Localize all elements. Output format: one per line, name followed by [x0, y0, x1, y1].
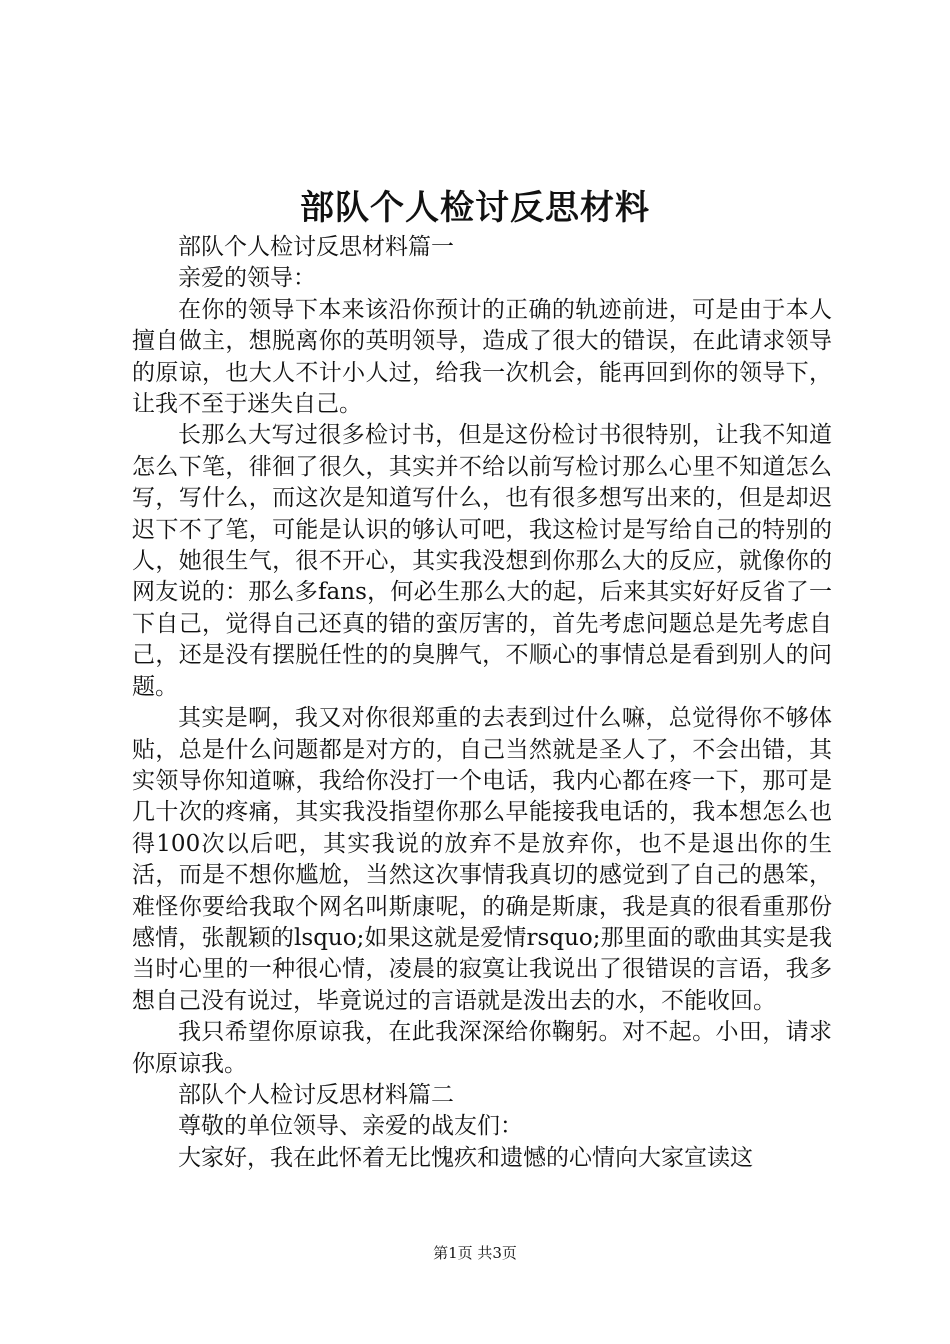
salutation: 尊敬的单位领导、亲爱的战友们：	[178, 1113, 523, 1140]
page-footer: 第1页 共3页	[433, 1244, 517, 1262]
section-heading-1: 部队个人检讨反思材料篇一	[178, 234, 454, 260]
paragraph: 长那么大写过很多检讨书，但是这份检讨书很特别，让我不知道怎么下笔，徘徊了很久，其实并不给以前写检讨那么心里不知道怎么写，写什么，而这次是知道写什么，也有很多想写出来的，但是却迟迟下不了笔，可能是认识的够认可吧，我这检讨是写给自己的特别的人，她很生气，很不开心，其实我没想到你那么大的反应，就像你的网友说的：那么多fans，何必生那么大的起，后来其实好好反省了一下自己，觉得自己还真的错的蛮厉害的，首先考虑问题总是先考虑自己，还是没有摆脱任性的的臭脾气，不顺心的事情总是看到别人的问题。	[132, 422, 832, 700]
paragraph: 我只希望你原谅我，在此我深深给你鞠躬。对不起。小田，请求你原谅我。	[132, 1019, 832, 1077]
document-title: 部队个人检讨反思材料	[300, 188, 650, 228]
salutation: 亲爱的领导：	[178, 265, 316, 292]
paragraph: 在你的领导下本来该沿你预计的正确的轨迹前进，可是由于本人擅自做主，想脱离你的英明领导，造成了很大的错误，在此请求领导的原谅，也大人不计小人过，给我一次机会，能再回到你的领导下，让我不至于迷失自己。	[132, 296, 832, 418]
paragraph: 大家好，我在此怀着无比愧疚和遗憾的心情向大家宣读这	[178, 1144, 753, 1171]
section-heading-2: 部队个人检讨反思材料篇二	[178, 1081, 454, 1108]
paragraph: 其实是啊，我又对你很郑重的去表到过什么嘛，总觉得你不够体贴，总是什么问题都是对方的，自己当然就是圣人了，不会出错，其实领导你知道嘛，我给你没打一个电话，我内心都在疼一下，那可是几十次的疼痛，其实我没指望你那么早能接我电话的，我本想怎么也得100次以后吧，其实我说的放弃不是放弃你，也不是退出你的生活，而是不想你尴尬，当然这次事情我真切的感觉到了自己的愚笨，难怪你要给我取个网名叫斯康呢，的确是斯康，我是真的很看重那份感情，张靓颖的lsquo;如果这就是爱情rsquo;那里面的歌曲其实是我当时心里的一种很心情，凌晨的寂寞让我说出了很错误的言语，我多想自己没有说过，毕竟说过的言语就是泼出去的水，不能收回。	[132, 705, 832, 1014]
document-body	[132, 232, 832, 1174]
